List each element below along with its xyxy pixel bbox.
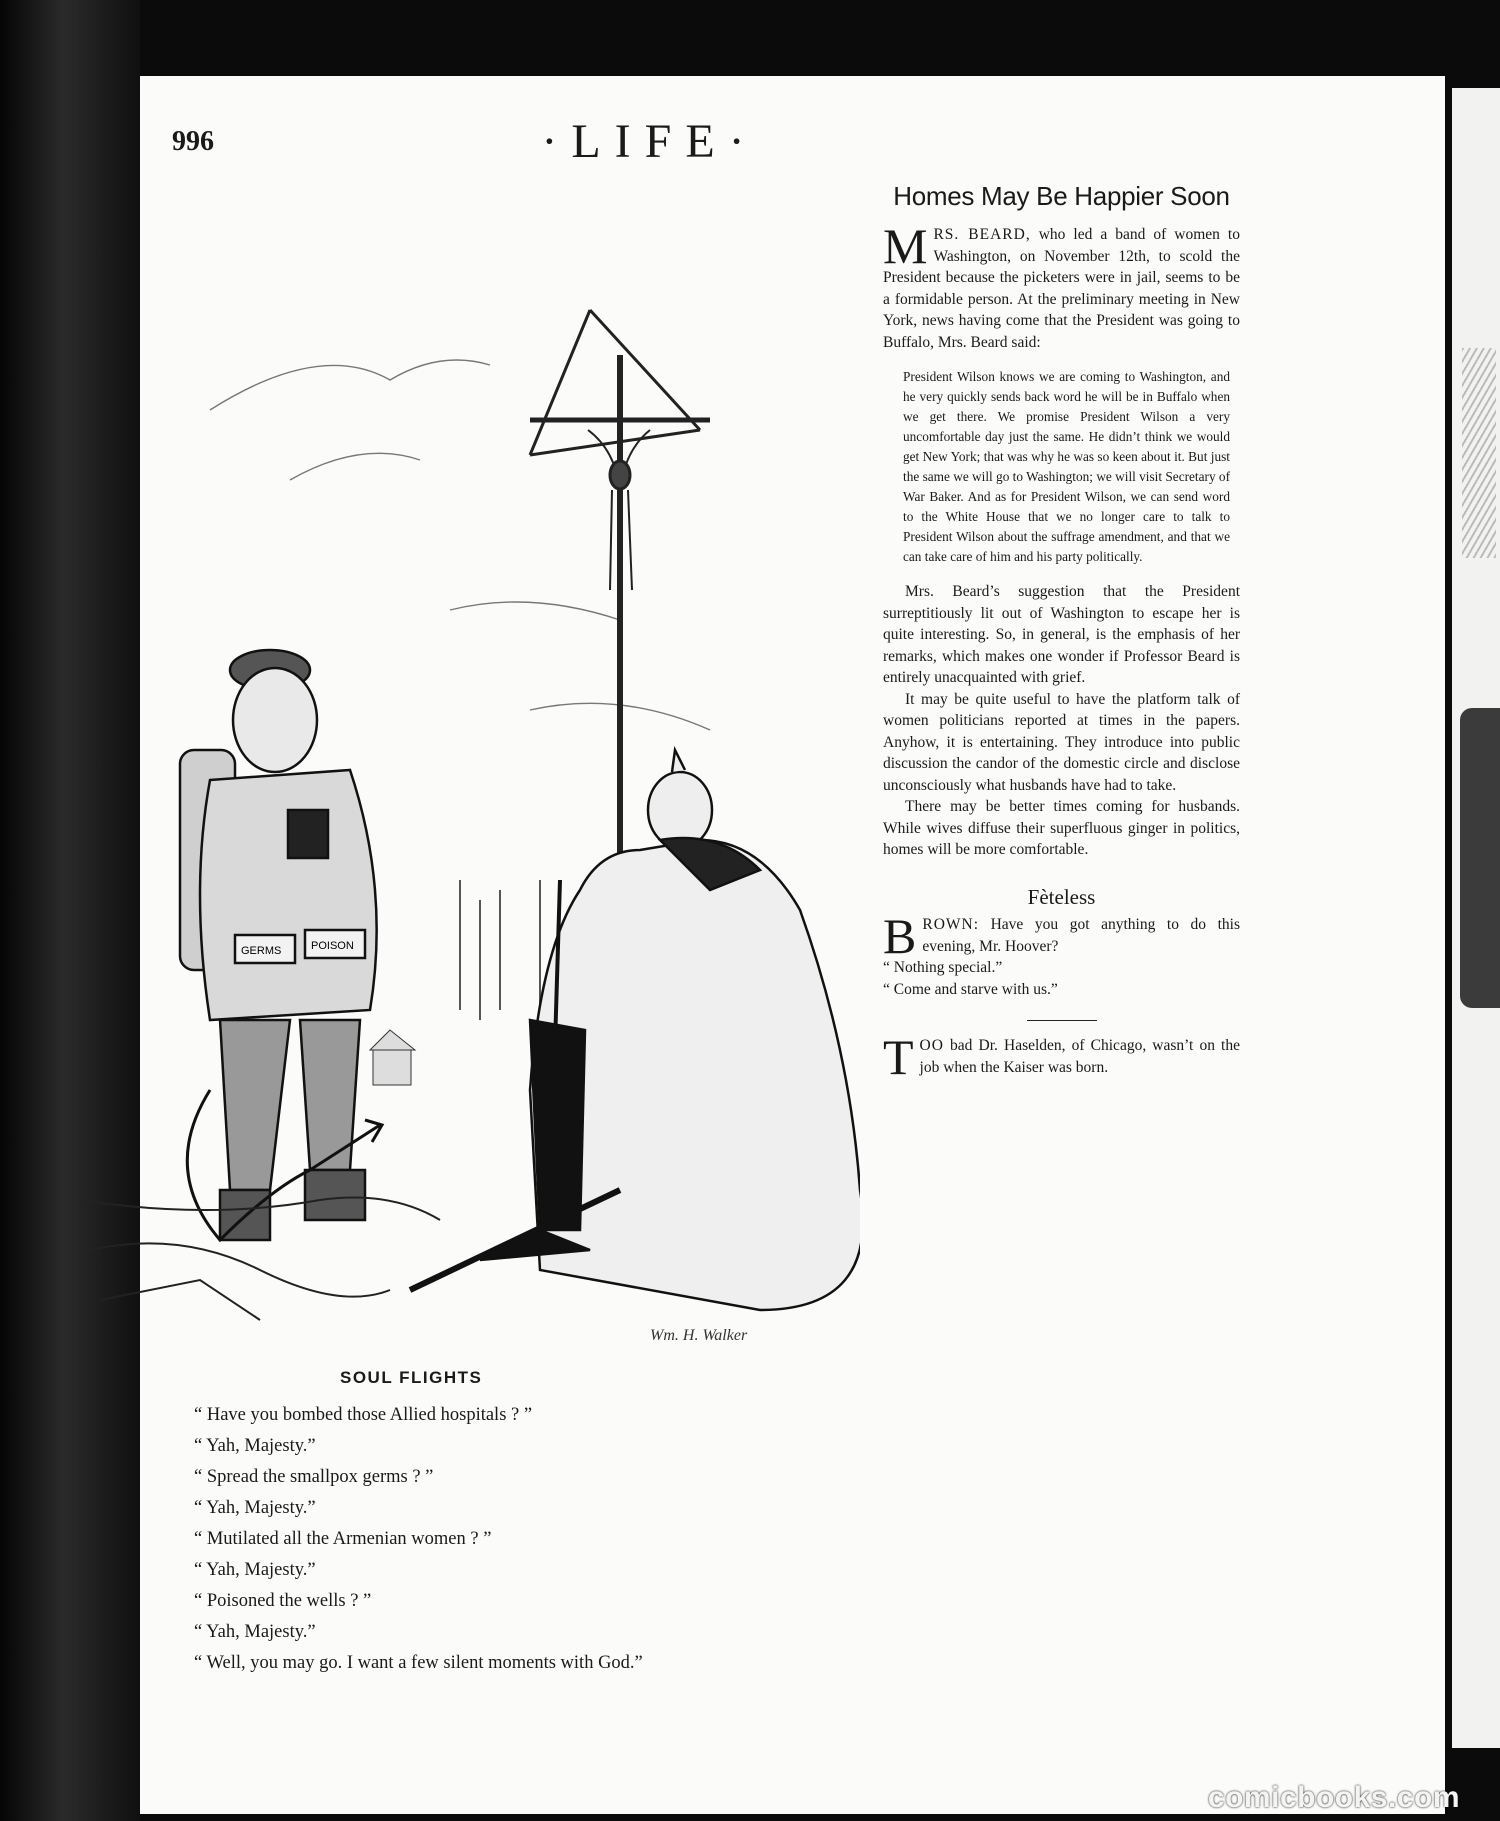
cartoon-dialogue <box>194 1400 954 1679</box>
article-column <box>883 181 1240 1085</box>
article-headline: Homes May Be Happier Soon <box>893 181 1230 211</box>
adjacent-page-sketch <box>1462 348 1496 558</box>
feteless-text: Have you got anything to do this evening, Mr. Hoover? <box>922 916 1240 955</box>
feteless-dropcap: B <box>883 908 917 964</box>
war-cartoon-illustration <box>60 190 860 1355</box>
poison-label: POISON <box>311 940 354 952</box>
article-lead-smallcaps: RS. BEARD, <box>933 226 1031 243</box>
article-paragraph-4: There may be better times coming for husbands. While wives diffuse their superfluous ginger in politics, homes will be more comfortable. <box>883 798 1240 858</box>
dialogue-line: “ Well, you may go. I want a few silent moments with God.” <box>194 1653 643 1673</box>
section-divider <box>1027 1020 1097 1021</box>
article-lead-paragraph <box>883 218 1240 353</box>
cartoon-caption: SOUL FLIGHTS <box>340 1368 483 1387</box>
article-paragraph-3: It may be quite useful to have the platform talk of women politicians reported at times in the papers. Anyhow, it is entertaining. They introduce into public discussion the candor of the domestic circle and disclose unconsciously what husbands have had to take. <box>883 690 1240 794</box>
article-paragraph-2: Mrs. Beard’s suggestion that the President surreptitiously lit out of Washington to escape her is quite interesting. So, in general, is the emphasis of her remarks, which makes one wonder if Professor Beard is entirely unacquainted with grief. <box>883 583 1240 686</box>
site-watermark: comicbooks.com <box>1207 1781 1460 1814</box>
article-dropcap: M <box>883 218 928 274</box>
dialogue-line: “ Poisoned the wells ? ” <box>194 1591 372 1611</box>
dialogue-line: “ Yah, Majesty.” <box>194 1560 316 1580</box>
squib-paragraph <box>883 1029 1240 1085</box>
dialogue-line: “ Yah, Majesty.” <box>194 1436 316 1456</box>
squib-dropcap: T <box>883 1029 914 1085</box>
magazine-title: ·LIFE· <box>541 115 759 168</box>
adjacent-page-edge <box>1452 88 1500 1748</box>
page-number: 996 <box>172 126 214 157</box>
dialogue-line: “ Have you bombed those Allied hospitals ? ” <box>194 1405 533 1425</box>
squib-text: bad Dr. Haselden, of Chicago, wasn’t on the job when the Kaiser was born. <box>919 1037 1240 1076</box>
germs-label: GERMS <box>241 945 282 957</box>
dialogue-line: “ Yah, Majesty.” <box>194 1498 316 1518</box>
squib-smallcaps: OO <box>919 1037 944 1054</box>
feteless-line-1 <box>883 908 1240 964</box>
adjacent-page-dark-area <box>1460 708 1500 1008</box>
feteless-title: Fèteless <box>1027 884 1096 909</box>
seated-kaiser-figure <box>410 750 860 1310</box>
small-hut <box>370 1030 415 1085</box>
article-quote: President Wilson knows we are coming to Washington, and he very quickly sends back word he will be in Buffalo when we get there. We promise President Wilson a very uncomfortable day just the same. He didn’t think we would get New York; that was why he was so keen about it. But just the same we will go to Washington; we will visit Secretary of War Baker. And as for President Wilson, we can send word to the White House that we no longer care to talk to President Wilson about the suffrage amendment, and that we can take care of him and his party politically. <box>903 369 1230 564</box>
dialogue-line: “ Yah, Majesty.” <box>194 1622 316 1642</box>
article-lead-text: who led a band of women to Washington, on November 12th, to scold the President because the picketers were in jail, seems to be a formidable person. At the preliminary meeting in New York, news having come that the President was going to Buffalo, Mrs. Beard said: <box>883 226 1240 351</box>
dialogue-line: “ Mutilated all the Armenian women ? ” <box>194 1529 492 1549</box>
dialogue-line: “ Spread the smallpox germs ? ” <box>194 1467 434 1487</box>
artist-signature: Wm. H. Walker <box>650 1327 748 1344</box>
feteless-line-3: “ Come and starve with us.” <box>883 980 1058 998</box>
feteless-line-2: “ Nothing special.” <box>883 959 1003 976</box>
feteless-smallcaps: ROWN: <box>922 916 980 933</box>
